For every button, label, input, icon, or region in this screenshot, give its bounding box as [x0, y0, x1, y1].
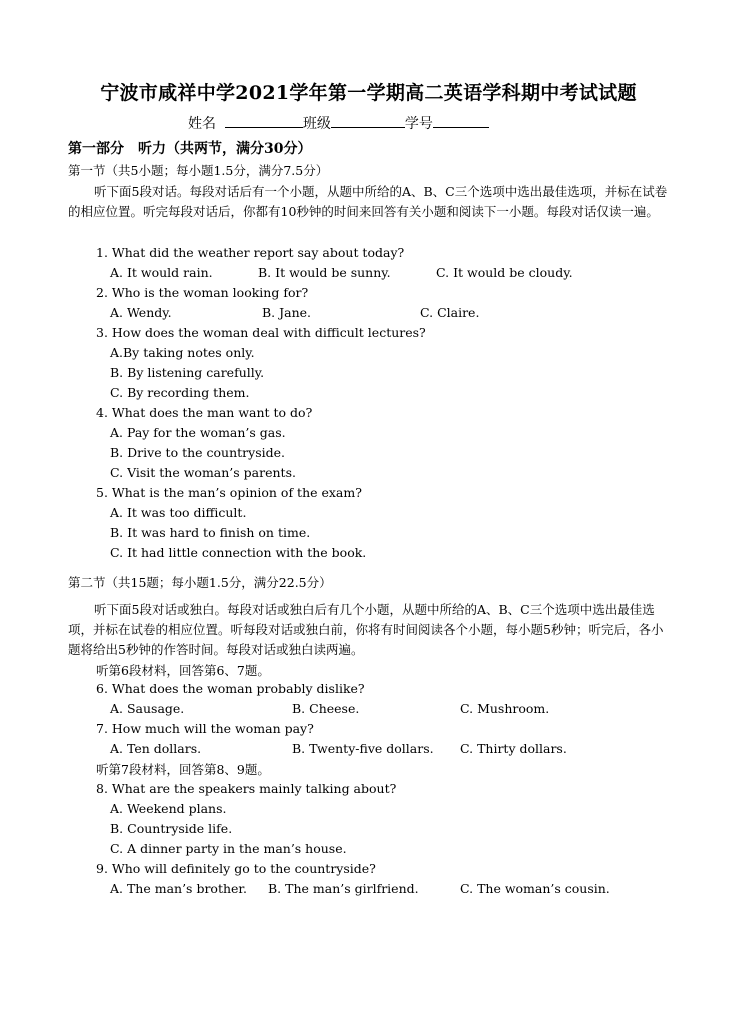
q5-option-c: C. It had little connection with the book. — [110, 545, 367, 560]
number-blank[interactable] — [433, 113, 489, 128]
q2-option-a: A. Wendy. — [110, 305, 172, 320]
section2-instruction: 听下面5段对话或独白。每段对话或独白后有几个小题，从题中所给的A、B、C三个选项中选出最佳选项，并标在试卷的相应位置。听每段对话或独白前，你将有时间阅读各个小题，每小题5秒钟；听完后，各小题将给出5秒钟的作答时间。每段对话或独白读两遍。 — [68, 602, 664, 657]
question-1: 1. What did the weather report say about today? — [96, 245, 405, 260]
q8-option-b: B. Countryside life. — [110, 821, 233, 836]
class-label: 班级 — [302, 116, 331, 132]
q3-option-a: A.By taking notes only. — [110, 345, 255, 360]
number-label: 学号 — [404, 116, 433, 132]
q8-option-c: C. A dinner party in the man’s house. — [110, 841, 347, 856]
group-7-instruction: 听第7段材料，回答第8、9题。 — [96, 762, 270, 777]
class-blank[interactable] — [331, 113, 405, 128]
q5-option-b: B. It was hard to finish on time. — [110, 525, 311, 540]
question-6: 6. What does the woman probably dislike? — [96, 681, 365, 696]
name-label: 姓名 — [188, 116, 216, 132]
q1-option-b: B. It would be sunny. — [258, 265, 391, 280]
section1-heading: 第一节（共5小题；每小题1.5分，满分7.5分） — [68, 163, 329, 178]
section1-instruction: 听下面5段对话。每段对话后有一个小题，从题中所给的A、B、C三个选项中选出最佳选项，并标在试卷的相应位置。听完每段对话后，你都有10秒钟的时间来回答有关小题和阅读下一小题。每段对话仅读一遍。 — [68, 184, 668, 219]
page-title: 宁波市咸祥中学2021学年第一学期高二英语学科期中考试试题 — [100, 82, 637, 104]
q2-option-b: B. Jane. — [262, 305, 312, 320]
question-7: 7. How much will the woman pay? — [96, 721, 314, 736]
q6-option-c: C. Mushroom. — [460, 701, 550, 716]
question-9: 9. Who will definitely go to the countryside? — [96, 861, 376, 876]
q7-option-a: A. Ten dollars. — [110, 741, 202, 756]
student-info-line — [188, 113, 489, 133]
q9-option-c: C. The woman’s cousin. — [460, 881, 610, 896]
q2-option-c: C. Claire. — [420, 305, 480, 320]
q7-option-b: B. Twenty-five dollars. — [292, 741, 434, 756]
q9-option-a: A. The man’s brother. — [110, 881, 247, 896]
question-5: 5. What is the man’s opinion of the exam? — [96, 485, 362, 500]
q3-option-c: C. By recording them. — [110, 385, 250, 400]
q9-option-b: B. The man’s girlfriend. — [268, 881, 419, 896]
q6-option-b: B. Cheese. — [292, 701, 360, 716]
q4-option-a: A. Pay for the woman’s gas. — [110, 425, 286, 440]
question-8: 8. What are the speakers mainly talking about? — [96, 781, 397, 796]
question-3: 3. How does the woman deal with difficult lectures? — [96, 325, 426, 340]
section2-heading: 第二节（共15题；每小题1.5分，满分22.5分） — [68, 575, 332, 590]
q1-option-c: C. It would be cloudy. — [436, 265, 573, 280]
q7-option-c: C. Thirty dollars. — [460, 741, 567, 756]
q3-option-b: B. By listening carefully. — [110, 365, 265, 380]
group-6-instruction: 听第6段材料，回答第6、7题。 — [96, 663, 270, 678]
question-2: 2. Who is the woman looking for? — [96, 285, 309, 300]
q6-option-a: A. Sausage. — [110, 701, 185, 716]
q4-option-b: B. Drive to the countryside. — [110, 445, 285, 460]
question-4: 4. What does the man want to do? — [96, 405, 313, 420]
name-blank[interactable] — [225, 113, 303, 128]
q1-option-a: A. It would rain. — [110, 265, 213, 280]
part1-heading: 第一部分 听力（共两节，满分30分） — [68, 141, 312, 157]
q8-option-a: A. Weekend plans. — [110, 801, 227, 816]
q5-option-a: A. It was too difficult. — [110, 505, 247, 520]
q4-option-c: C. Visit the woman’s parents. — [110, 465, 296, 480]
